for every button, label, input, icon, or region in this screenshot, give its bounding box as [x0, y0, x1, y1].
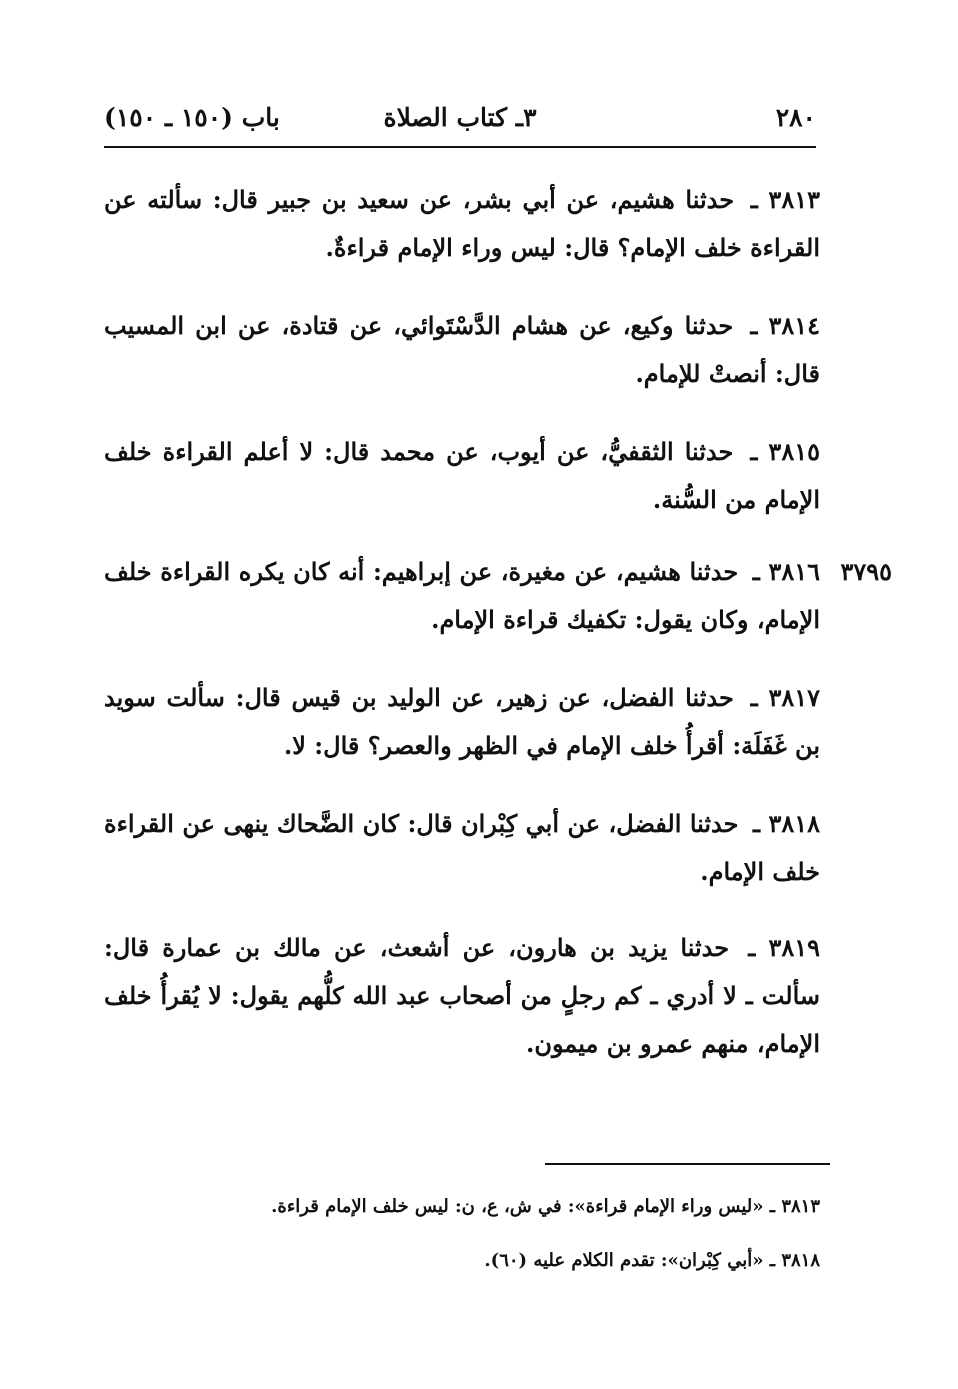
hadith-entry-3819	[104, 924, 820, 1068]
hadith-number: ٣٨١٧ ـ	[750, 683, 821, 712]
hadith-number: ٣٨١٩ ـ	[748, 933, 820, 962]
footnote-3818: ٣٨١٨ ـ «أبي كِبْران»: تقدم الكلام عليه (٦٠).	[484, 1250, 820, 1271]
hadith-entry-3814	[104, 302, 820, 398]
margin-reference-number: ٣٧٩٥	[840, 557, 892, 586]
hadith-number: ٣٨١٣ ـ	[750, 185, 820, 214]
header-divider	[104, 146, 816, 148]
hadith-number: ٣٨١٥ ـ	[750, 437, 820, 466]
hadith-text: حدثنا هشيم، عن أبي بشر، عن سعيد بن جبير قال: سألته عن القراءة خلف الإمام؟ قال: ليس وراء الإمام قراءةٌ.	[104, 185, 820, 262]
footnote-3813: ٣٨١٣ ـ «ليس وراء الإمام قراءة»: في ش، ع، ن: ليس خلف الإمام قراءة.	[271, 1196, 820, 1217]
hadith-text: حدثنا الثقفيُّ، عن أيوب، عن محمد قال: لا أعلم القراءة خلف الإمام من السُّنة.	[104, 437, 820, 514]
hadith-text: حدثنا يزيد بن هارون، عن أشعث، عن مالك بن عمارة قال: سألت ـ لا أدري ـ كم رجلٍ من أصحاب عبد الله كلُّهم يقول: لا يُقرأُ خلف الإمام، منهم عمرو بن ميمون.	[104, 933, 820, 1058]
hadith-text: حدثنا وكيع، عن هشام الدَّسْتَوائي، عن قتادة، عن ابن المسيب قال: أنصتْ للإمام.	[104, 311, 820, 388]
chapter-title: باب (١٥٠ ـ ١٥٠)	[104, 103, 280, 132]
footnote-divider	[545, 1163, 830, 1165]
hadith-text: حدثنا هشيم، عن مغيرة، عن إبراهيم: أنه كان يكره القراءة خلف الإمام، وكان يقول: تكفيك قراءة الإمام.	[104, 557, 820, 634]
hadith-entry-3813	[104, 176, 820, 272]
hadith-number: ٣٨١٨ ـ	[752, 809, 820, 838]
hadith-entry-3817	[104, 674, 820, 770]
hadith-entry-3815	[104, 428, 820, 524]
hadith-text: حدثنا الفضل، عن زهير، عن الوليد بن قيس قال: سألت سويد بن غَفَلَة: أقرأُ خلف الإمام في الظهر والعصر؟ قال: لا.	[104, 683, 820, 760]
hadith-number: ٣٨١٤ ـ	[750, 311, 820, 340]
hadith-number: ٣٨١٦ ـ	[752, 557, 820, 586]
hadith-entry-3816	[104, 548, 820, 644]
hadith-entry-3818	[104, 800, 820, 896]
page-header	[104, 96, 816, 140]
book-title: ٣ـ كتاب الصلاة	[383, 103, 537, 132]
hadith-text: حدثنا الفضل، عن أبي كِبْران قال: كان الضَّحاك ينهى عن القراءة خلف الإمام.	[104, 809, 820, 886]
page-number: ٢٨٠	[775, 103, 816, 132]
